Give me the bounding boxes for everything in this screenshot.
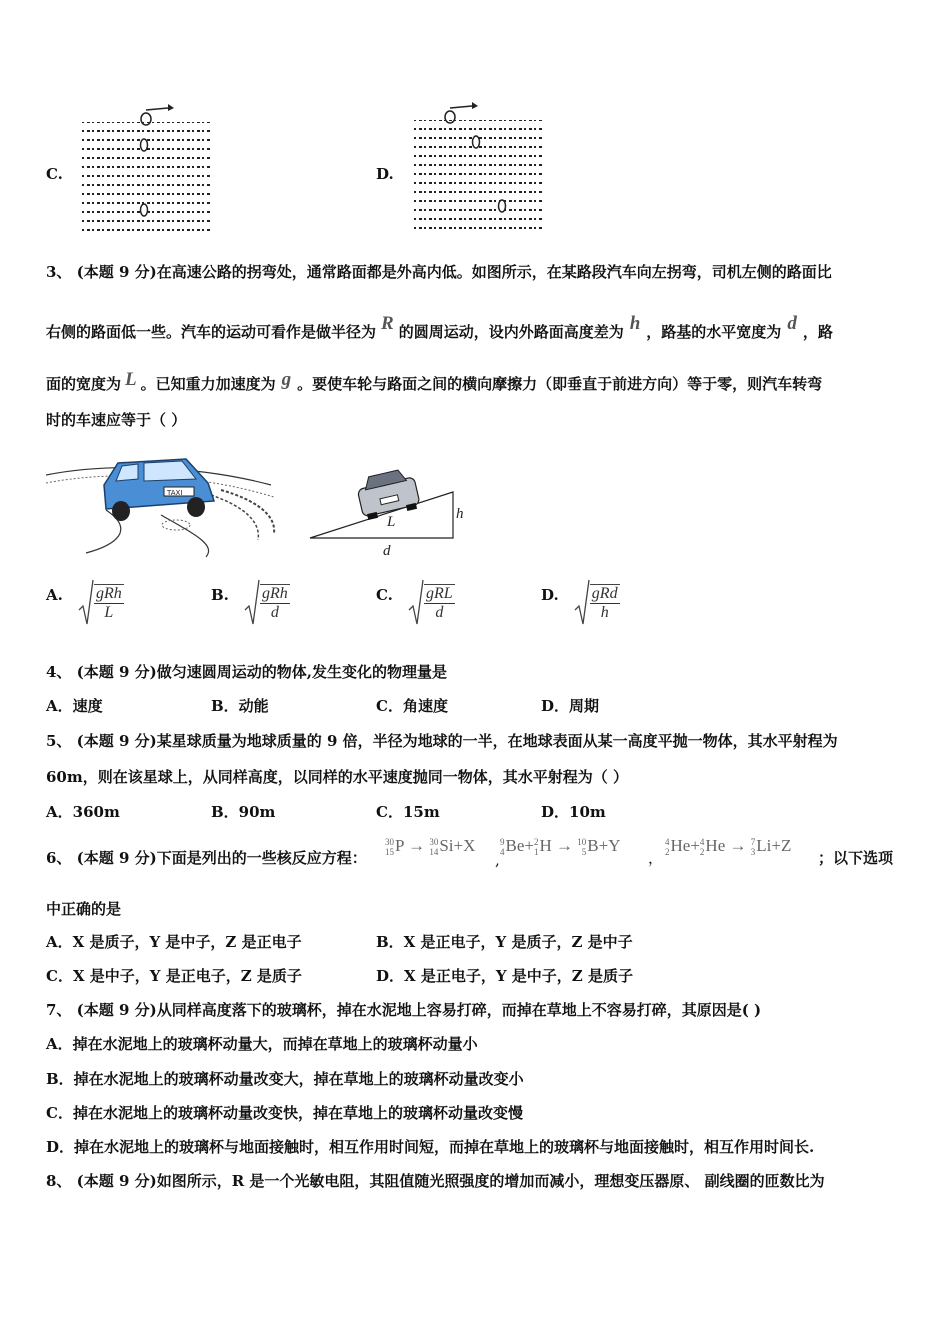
q3-option-a[interactable]: A. $\frac{\text{gRh}}{L}$ <box>46 578 124 628</box>
var-l: L <box>125 369 137 390</box>
q6-sep-2: ， <box>648 849 664 867</box>
q3-line4: 时的车速应等于（ ） <box>46 411 187 429</box>
q5-option-c[interactable]: C．15m <box>376 803 440 821</box>
q4-option-c[interactable]: C．角速度 <box>376 697 448 715</box>
q6-stem-b: ；以下选项 <box>818 849 894 867</box>
q4-option-a[interactable]: A．速度 <box>46 697 103 715</box>
field-grid-c <box>76 100 214 238</box>
particle-icon <box>445 102 478 123</box>
car-turning-illustration <box>46 445 278 560</box>
q3-line3: 面的宽度为 L 。已知重力加速度为 g 。要使车轮与路面之间的横向摩擦力（即垂直于前进方向）等于零，则汽车转弯 <box>46 369 823 393</box>
var-h: h <box>629 313 641 334</box>
sqrt-icon <box>574 578 590 628</box>
q3-line1: 3、 (本题 9 分)在高速公路的拐弯处，通常路面都是外高内低。如图所示，在某路段汽车向左拐弯，司机左侧的路面比 <box>46 263 832 281</box>
q3-line2: 右侧的路面低一些。汽车的运动可看作是做半径为 R 的圆周运动，设内外路面高度差为 h ，路基的水平宽度为 d ，路 <box>46 313 833 341</box>
label-d: d <box>383 543 391 559</box>
q4-option-d[interactable]: D．周期 <box>541 697 600 715</box>
q6-equation-3: 4 2 He+ 4 2 He → 7 3 Li+Z <box>665 836 792 858</box>
var-r: R <box>381 313 394 334</box>
q7-option-d[interactable]: D．掉在水泥地上的玻璃杯与地面接触时，相互作用时间短，而掉在草地上的玻璃杯与地面接触时，相互作用时间长. <box>46 1138 815 1156</box>
q5-option-d[interactable]: D．10m <box>541 803 606 821</box>
particle-icon <box>141 104 174 125</box>
q3-option-d[interactable]: D. $\frac{\text{gRd}}{h}$ <box>541 578 620 628</box>
q6-option-d[interactable]: D．X 是正电子，Y 是中子，Z 是质子 <box>376 967 633 985</box>
q5-line1: 5、 (本题 9 分)某星球质量为地球质量的 9 倍，半径为地球的一半，在地球表面从某一高度平抛一物体，其水平射程为 <box>46 732 838 750</box>
q5-option-b[interactable]: B．90m <box>211 803 276 821</box>
q5-option-a[interactable]: A．360m <box>46 803 120 821</box>
label-h: h <box>456 506 464 522</box>
q7-option-a[interactable]: A．掉在水泥地上的玻璃杯动量大，而掉在草地上的玻璃杯动量小 <box>46 1035 478 1053</box>
q7-stem: 7、 (本题 9 分)从同样高度落下的玻璃杯，掉在水泥地上容易打碎，而掉在草地上不容易打碎，其原因是( ) <box>46 1001 762 1019</box>
q6-option-c[interactable]: C．X 是中子，Y 是正电子，Z 是质子 <box>46 967 302 985</box>
q4-option-b[interactable]: B．动能 <box>211 697 269 715</box>
q6-sep-1: , <box>495 851 500 869</box>
incline-diagram <box>305 462 475 560</box>
q7-option-c[interactable]: C．掉在水泥地上的玻璃杯动量改变快，掉在草地上的玻璃杯动量改变慢 <box>46 1104 523 1122</box>
q6-option-b[interactable]: B．X 是正电子，Y 是质子，Z 是中子 <box>376 933 633 951</box>
sqrt-icon <box>78 578 94 628</box>
q6-option-a[interactable]: A．X 是质子，Y 是中子，Z 是正电子 <box>46 933 302 951</box>
field-grid-d <box>408 98 546 236</box>
q3-option-c[interactable]: C. $\frac{\text{gRL}}{d}$ <box>376 578 455 628</box>
var-g: g <box>281 369 292 390</box>
q6-stem-c: 中正确的是 <box>46 900 122 918</box>
option-c-label: C. <box>46 165 63 183</box>
q5-line2: 60m，则在该星球上，从同样高度，以同样的水平速度抛同一物体，其水平射程为（ ） <box>46 768 628 786</box>
q8-stem: 8、 (本题 9 分)如图所示，R 是一个光敏电阻，其阻值随光照强度的增加而减小，理想变压器原、 副线圈的匝数比为 <box>46 1172 825 1190</box>
option-d-label: D. <box>376 165 394 183</box>
q6-equation-1: 30 15 P → 30 14 Si+X <box>385 836 476 858</box>
q6-stem-a: 6、 (本题 9 分)下面是列出的一些核反应方程： <box>46 849 367 867</box>
sqrt-icon <box>408 578 424 628</box>
sqrt-icon <box>244 578 260 628</box>
q3-option-b[interactable]: B. $\frac{\text{gRh}}{d}$ <box>211 578 290 628</box>
var-d: d <box>787 313 797 334</box>
q4-stem: 4、 (本题 9 分)做匀速圆周运动的物体,发生变化的物理量是 <box>46 663 447 681</box>
label-l: L <box>387 514 396 530</box>
q7-option-b[interactable]: B．掉在水泥地上的玻璃杯动量改变大，掉在草地上的玻璃杯动量改变小 <box>46 1070 524 1088</box>
car-plate: TAXI <box>167 489 183 497</box>
q6-equation-2: 9 4 Be+ 2 1 H → 10 5 B+Y <box>500 836 621 858</box>
